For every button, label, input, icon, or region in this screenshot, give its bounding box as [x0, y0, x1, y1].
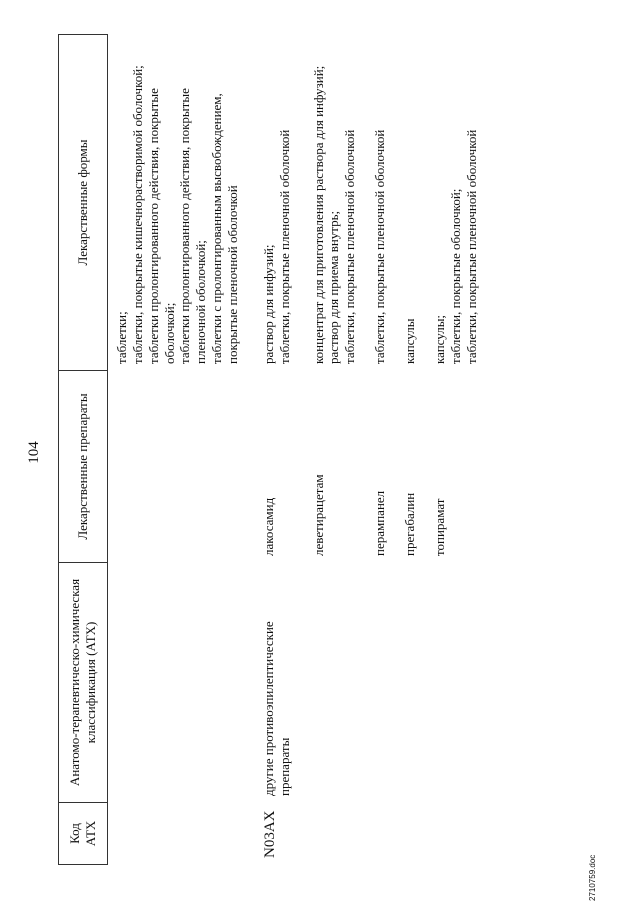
dosage-form-line: капсулы: [402, 318, 418, 364]
drug-name-cell: леветирацетам: [310, 474, 326, 556]
atc-group-cell: другие противоэпилептические препараты: [260, 621, 292, 796]
dosage-forms-cell: [247, 35, 299, 371]
dosage-form-line: таблетки, покрытые кишечнорастворимой оболочкой;: [129, 65, 145, 364]
atc-group-cell: [299, 563, 365, 803]
dosage-form-line: таблетки, покрытые пленочной оболочкой: [463, 129, 479, 364]
atc-group-cell: [364, 563, 394, 803]
drug-name-cell: лакосамид: [260, 497, 276, 556]
atc-code-cell: [364, 803, 394, 865]
dosage-form-line: таблетки, покрытые пленочной оболочкой: [276, 129, 292, 364]
atc-code-cell: N03AX: [261, 810, 278, 858]
header-forms: Лекарственные формы: [59, 35, 108, 371]
drug-name-cell: топирамат: [431, 498, 447, 556]
header-atc: Анатомо-терапевтическо-химическая классификация (АТХ): [59, 563, 108, 803]
dosage-form-line: капсулы;: [431, 314, 447, 364]
table-row: [424, 35, 486, 865]
atc-code-cell: [394, 803, 424, 865]
dosage-form-line: таблетки, покрытые оболочкой;: [447, 188, 463, 364]
drug-name-cell: перампанел: [372, 490, 388, 556]
dosage-forms-cell: [394, 35, 424, 371]
atc-group-cell: [394, 563, 424, 803]
dosage-form-line: таблетки, покрытые пленочной оболочкой: [372, 129, 388, 364]
drug-table: [58, 34, 485, 865]
dosage-form-line: таблетки, покрытые пленочной оболочкой: [342, 129, 358, 364]
dosage-form-line: таблетки пролонгированного действия, покрытые пленочной оболочкой;: [177, 88, 209, 364]
atc-code-cell: [424, 803, 486, 865]
atc-code-cell: [108, 803, 247, 865]
table-row: [299, 35, 365, 865]
header-drugs: Лекарственные препараты: [59, 371, 108, 563]
dosage-forms-cell: [424, 35, 486, 371]
table-header-row: [59, 35, 108, 865]
atc-group-cell: [424, 563, 486, 803]
drug-name-cell: прегабалин: [402, 492, 418, 556]
drug-name-cell: [108, 371, 247, 563]
table-body: [108, 35, 486, 865]
dosage-forms-cell: [108, 35, 247, 371]
dosage-forms-cell: [299, 35, 365, 371]
table-row: [108, 35, 247, 865]
header-code: Код АТХ: [59, 803, 108, 865]
page-number: 104: [26, 441, 42, 464]
dosage-form-line: раствор для приема внутрь;: [326, 210, 342, 364]
atc-code-cell: [299, 803, 365, 865]
atc-group-cell: [108, 563, 247, 803]
dosage-forms-cell: [364, 35, 394, 371]
dosage-form-line: раствор для инфузий;: [260, 244, 276, 364]
table-row: [247, 35, 299, 865]
document-footer: 2710759.doc: [588, 854, 597, 901]
dosage-form-line: концентрат для приготовления раствора для инфузий;: [310, 65, 326, 364]
dosage-form-line: таблетки с пролонгированным высвобождением, покрытые пленочной оболочкой: [209, 93, 241, 364]
table-row: [364, 35, 394, 865]
dosage-form-line: таблетки пролонгированного действия, покрытые оболочкой;: [145, 88, 177, 364]
table-row: [394, 35, 424, 865]
dosage-form-line: таблетки;: [114, 311, 129, 364]
